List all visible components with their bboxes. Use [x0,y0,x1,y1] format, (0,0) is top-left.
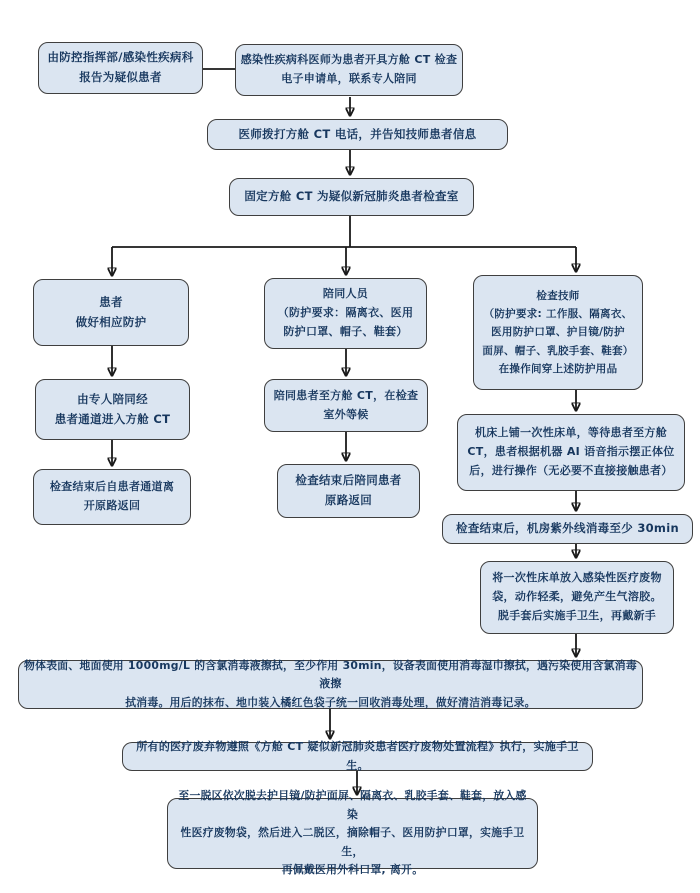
node-sheet-disposal: 将一次性床单放入感染性医疗废物 袋，动作轻柔，避免产生气溶胶。 脱手套后实施手卫生，再戴新手 [480,561,674,634]
node-scan-operation: 机床上铺一次性床单，等待患者至方舱 CT，患者根据机器 AI 语音指示摆正体位 后，进行操作（无必要不直接接触患者） [457,414,685,491]
node-escort-staff: 陪同人员 （防护要求：隔离衣、医用 防护口罩、帽子、鞋套） [264,278,427,349]
node-medical-waste-process: 所有的医疗废弃物遵照《方舱 CT 疑似新冠肺炎患者医疗废物处置流程》执行，实施手卫生。 [122,742,593,771]
node-uv-disinfection: 检查结束后，机房紫外线消毒至少 30min [442,514,693,544]
node-technician-protection: 检查技师 （防护要求: 工作服、隔离衣、 医用防护口罩、护目镜/防护 面屏、帽子、乳胶手套、鞋套） 在操作间穿上述防护用品 [473,275,643,390]
node-open-ct-request: 感染性疾病科医师为患者开具方舱 CT 检查 电子申请单，联系专人陪同 [235,44,463,96]
node-patient-protection: 患者 做好相应防护 [33,279,189,346]
node-report-suspected: 由防控指挥部/感染性疾病科 报告为疑似患者 [38,42,203,94]
node-escort-wait-outside: 陪同患者至方舱 CT，在检查 室外等候 [264,379,428,432]
node-patient-channel-entry: 由专人陪同经 患者通道进入方舱 CT [35,379,190,440]
node-surface-disinfection: 物体表面、地面使用 1000mg/L 的含氯消毒液擦拭，至少作用 30min，设备表面使用消毒湿巾擦拭，遇污染使用含氯消毒液擦 拭消毒。用后的抹布、地巾装入橘红色袋子统一回收消毒处理，做好清洁消毒记录。 [18,660,643,709]
node-escort-return: 检查结束后陪同患者 原路返回 [277,464,420,518]
node-patient-return: 检查结束后自患者通道离 开原路返回 [33,469,191,525]
node-fix-ct-exam-room: 固定方舱 CT 为疑似新冠肺炎患者检查室 [229,178,474,216]
node-call-ct-technician: 医师拨打方舱 CT 电话，并告知技师患者信息 [207,119,508,150]
node-doffing-and-leave: 至一脱区依次脱去护目镜/防护面屏、隔离衣、乳胶手套、鞋套，放入感染 性医疗废物袋，然后进入二脱区，摘除帽子、医用防护口罩，实施手卫生， 再佩戴医用外科口罩, 离开。 [167,798,538,869]
